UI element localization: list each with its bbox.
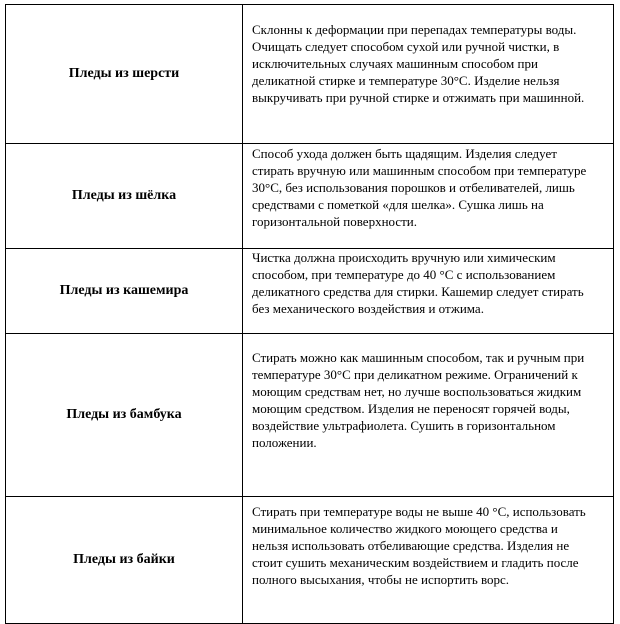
description-line: Стирать при температуре воды не выше 40 °С, использовать bbox=[252, 504, 586, 519]
description-line: деликатного средства для стирки. Кашемир следует стирать bbox=[252, 284, 584, 299]
description-cell bbox=[243, 249, 614, 334]
description-line: полного высыхания, чтобы не испортить ворс. bbox=[252, 572, 510, 587]
description-line: моющим средством. Изделия не переносят горячей воды, bbox=[252, 401, 570, 416]
description-line: деликатной стирке и температуре 30°С. Изделие нельзя bbox=[252, 73, 560, 88]
description-line: без механического воздействия и отжима. bbox=[252, 301, 484, 316]
description-cell bbox=[243, 497, 614, 624]
description-line: Стирать можно как машинным способом, так и ручным при bbox=[252, 350, 585, 365]
material-cell: Пледы из шерсти bbox=[6, 5, 243, 144]
description-cell bbox=[243, 5, 614, 144]
material-cell: Пледы из байки bbox=[6, 497, 243, 624]
description-line: 30°С, без использования порошков и отбеливателей, лишь bbox=[252, 180, 575, 195]
description-cell bbox=[243, 334, 614, 497]
material-cell: Пледы из шёлка bbox=[6, 144, 243, 249]
description-line: стирать вручную или машинным способом при температуре bbox=[252, 163, 587, 178]
description-line: минимальное количество жидкого моющего средства и bbox=[252, 521, 558, 536]
description-line: Способ ухода должен быть щадящим. Изделия следует bbox=[252, 146, 557, 161]
table-row bbox=[6, 249, 614, 334]
care-table bbox=[5, 4, 614, 624]
table-row bbox=[6, 144, 614, 249]
table-row bbox=[6, 497, 614, 624]
description-line: температуре 30°С при деликатном режиме. Ограничений к bbox=[252, 367, 578, 382]
description-line: выкручивать при ручной стирке и отжимать при машинной. bbox=[252, 90, 585, 105]
description-line: средствами с пометкой «для шелка». Сушка лишь на bbox=[252, 197, 544, 212]
table-row bbox=[6, 334, 614, 497]
description-line: воздействие ультрафиолета. Сушить в горизонтальном bbox=[252, 418, 556, 433]
description-line: Чистка должна происходить вручную или химическим bbox=[252, 250, 556, 265]
description-line: нельзя использовать отбеливающие средства. Изделия не bbox=[252, 538, 570, 553]
description-line: Очищать следует способом сухой или ручной чистки, в bbox=[252, 39, 560, 54]
description-line: моющим средствам нет, но лучше воспользоваться жидким bbox=[252, 384, 582, 399]
material-cell: Пледы из бамбука bbox=[6, 334, 243, 497]
description-line: Склонны к деформации при перепадах температуры воды. bbox=[252, 22, 577, 37]
description-cell bbox=[243, 144, 614, 249]
description-line: положении. bbox=[252, 435, 317, 450]
description-line: способом, при температуре до 40 °С с использованием bbox=[252, 267, 556, 282]
material-cell: Пледы из кашемира bbox=[6, 249, 243, 334]
description-line: стоит сушить механическим воздействием и гладить после bbox=[252, 555, 579, 570]
description-line: горизонтальной поверхности. bbox=[252, 214, 418, 229]
description-line: исключительных случаях машинным способом при bbox=[252, 56, 538, 71]
table-row bbox=[6, 5, 614, 144]
